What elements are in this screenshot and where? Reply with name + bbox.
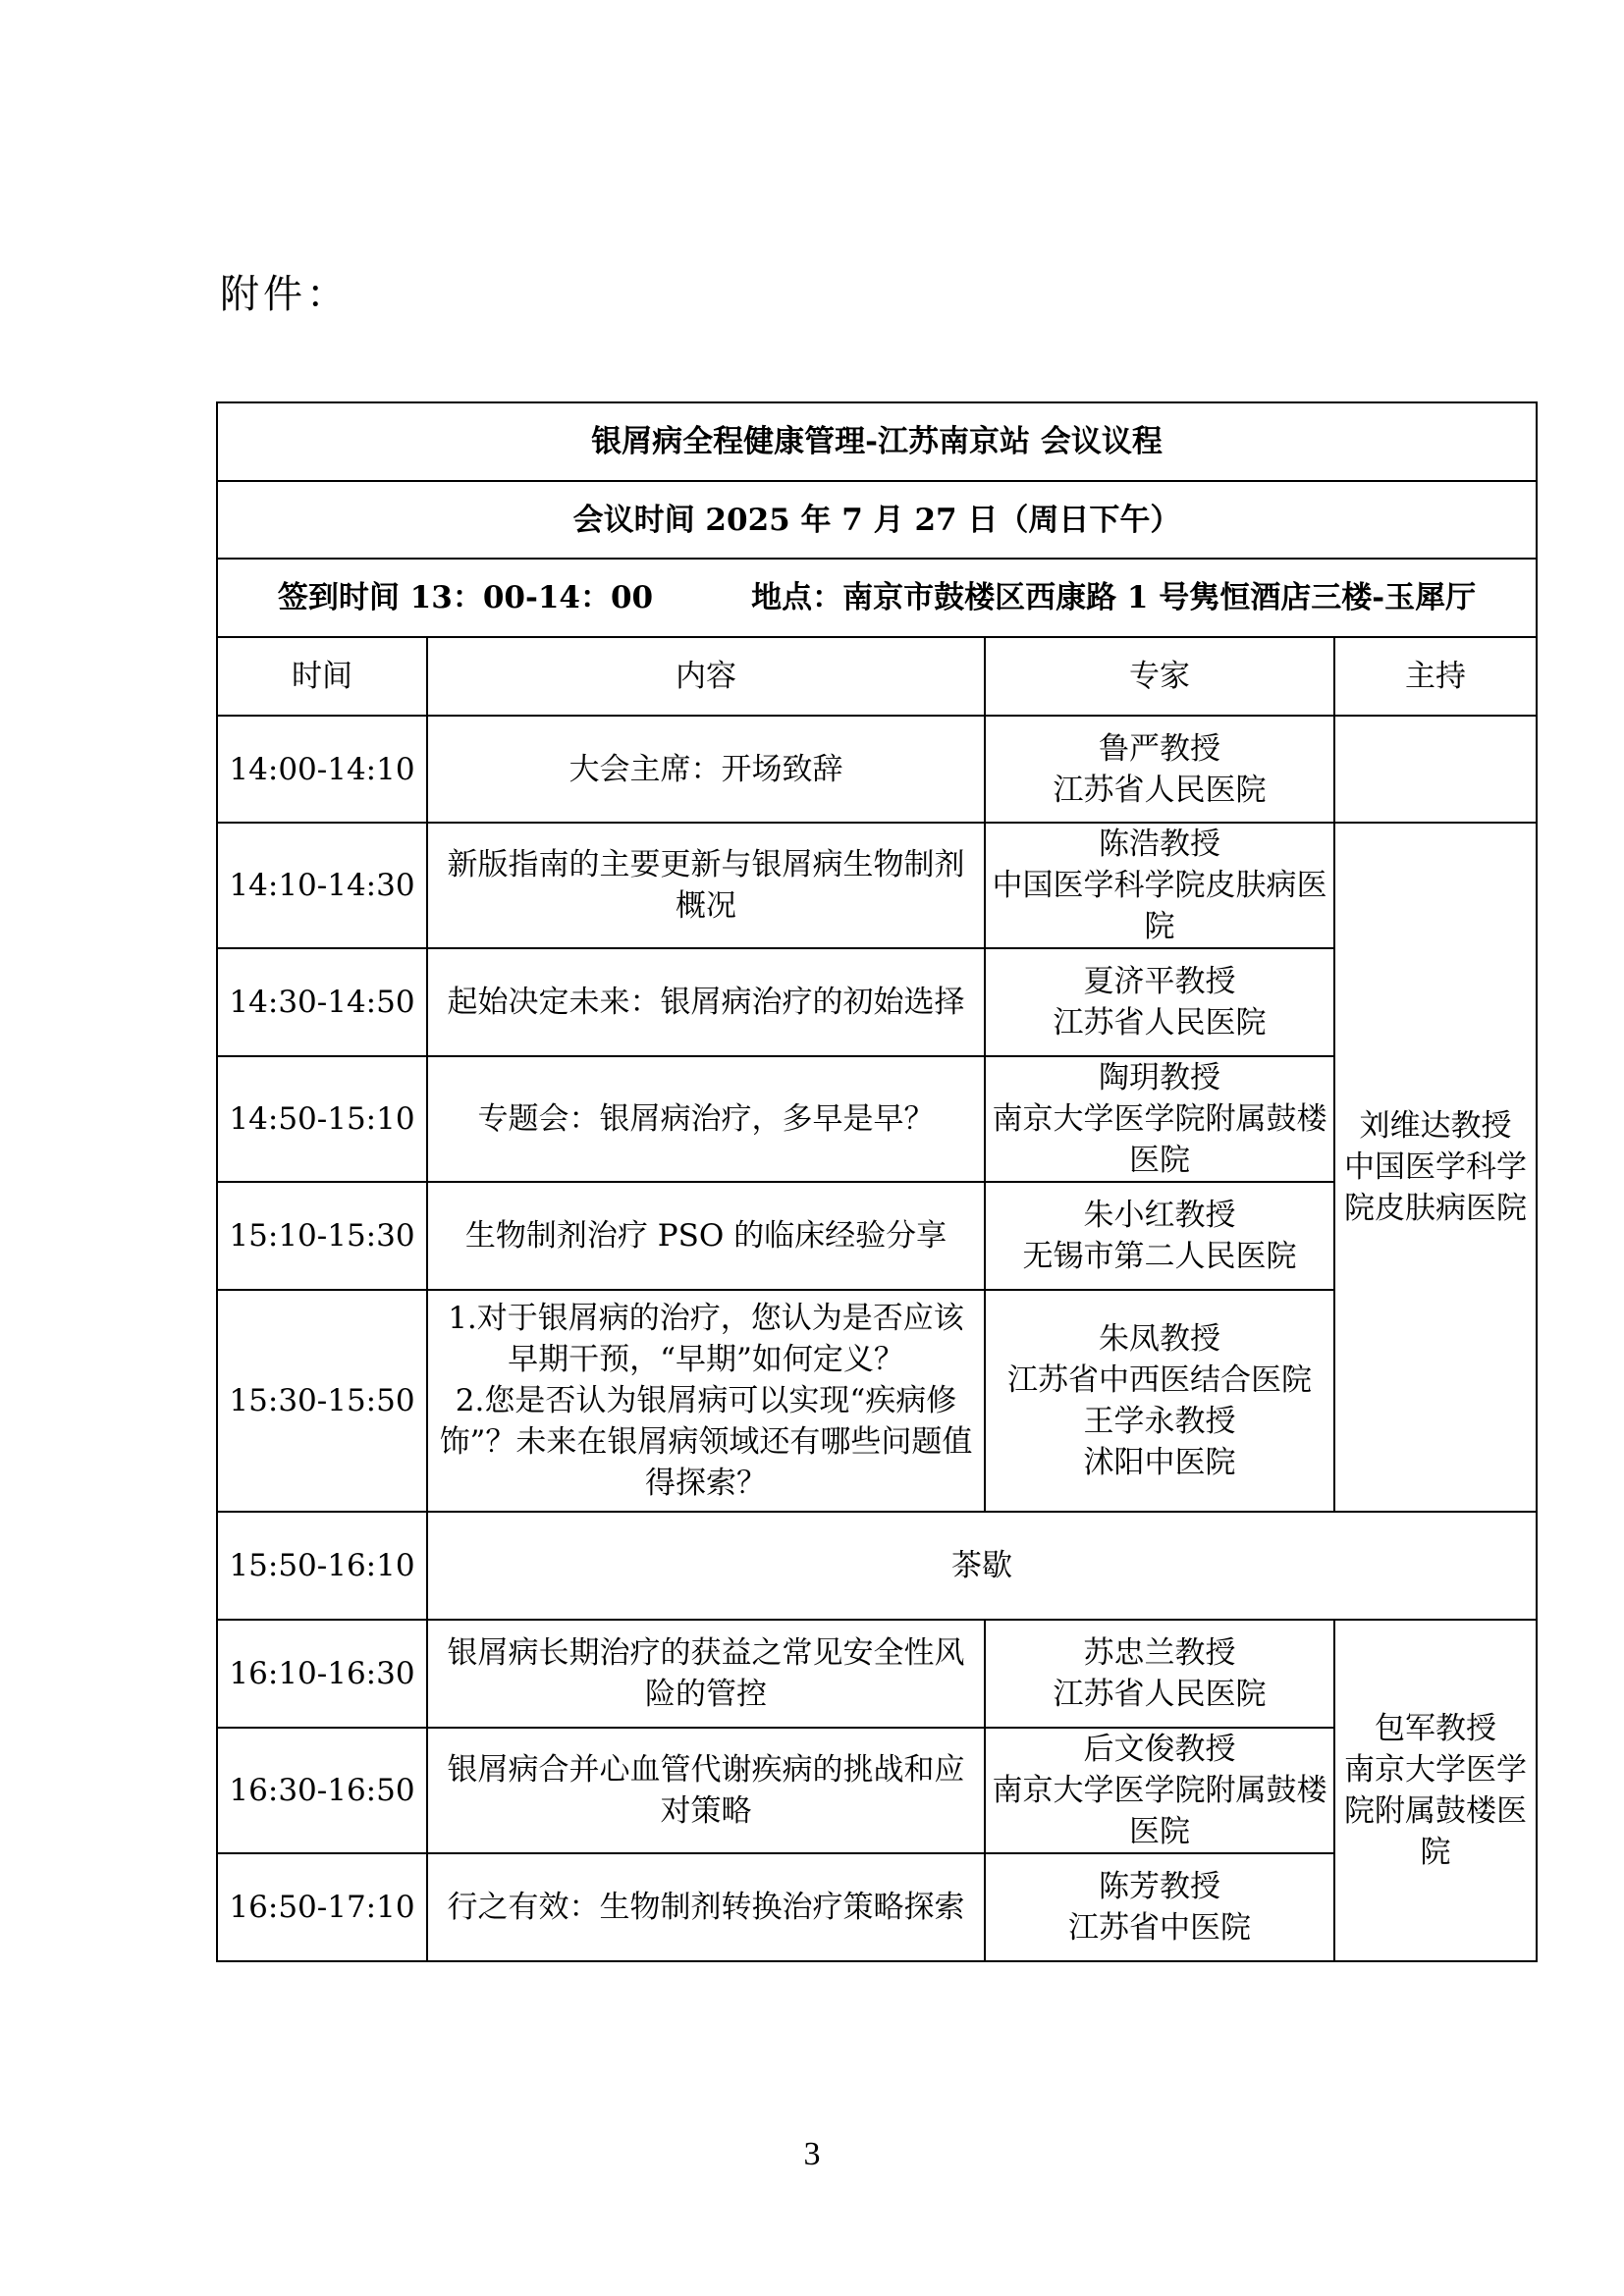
session-time: 14:10-14:30	[217, 823, 427, 948]
expert-organization: 沭阳中医院	[1083, 1445, 1236, 1480]
session-expert	[985, 716, 1334, 823]
checkin-location-row	[217, 559, 1537, 637]
session-content: 银屑病长期治疗的获益之常见安全性风险的管控	[427, 1620, 985, 1728]
session-content: 新版指南的主要更新与银屑病生物制剂概况	[427, 823, 985, 948]
session-time: 16:50-17:10	[217, 1853, 427, 1961]
meeting-time-row	[217, 481, 1537, 559]
session-content: 起始决定未来：银屑病治疗的初始选择	[427, 948, 985, 1056]
header-row	[217, 637, 1537, 716]
attachment-label: 附件：	[220, 272, 350, 317]
host-cell-1	[1334, 823, 1537, 1512]
host-organization: 中国医学科学院皮肤病医院	[1344, 1149, 1528, 1226]
session-time: 16:30-16:50	[217, 1728, 427, 1853]
table-row	[217, 1512, 1537, 1620]
session-expert	[985, 1853, 1334, 1961]
session-time: 14:00-14:10	[217, 716, 427, 823]
expert-organization: 南京大学医学院附属鼓楼医院	[992, 1773, 1327, 1849]
expert-name: 王学永教授	[1083, 1404, 1236, 1439]
discussion-question-1: 1.对于银屑病的治疗，您认为是否应该早期干预，“早期”如何定义？	[448, 1301, 964, 1377]
page-number: 3	[803, 2136, 821, 2172]
session-expert	[985, 1728, 1334, 1853]
agenda-table	[216, 401, 1538, 1962]
session-content: 专题会：银屑病治疗，多早是早？	[427, 1056, 985, 1182]
meeting-time: 会议时间 2025 年 7 月 27 日（周日下午）	[217, 481, 1537, 559]
host-name: 包军教授	[1375, 1711, 1497, 1746]
expert-organization: 南京大学医学院附属鼓楼医院	[992, 1101, 1327, 1178]
expert-name: 朱凤教授	[1099, 1321, 1220, 1357]
header-expert: 专家	[985, 637, 1334, 716]
agenda-title: 银屑病全程健康管理-江苏南京站 会议议程	[217, 402, 1537, 481]
expert-organization: 无锡市第二人民医院	[1022, 1239, 1297, 1274]
session-time: 15:10-15:30	[217, 1182, 427, 1290]
session-content: 生物制剂治疗 PSO 的临床经验分享	[427, 1182, 985, 1290]
session-expert	[985, 1290, 1334, 1512]
session-time: 15:30-15:50	[217, 1290, 427, 1512]
expert-organization: 江苏省人民医院	[1053, 1005, 1267, 1041]
host-cell-2	[1334, 1620, 1537, 1961]
table-row	[217, 716, 1537, 823]
session-time: 16:10-16:30	[217, 1620, 427, 1728]
title-row	[217, 402, 1537, 481]
venue: 地点：南京市鼓楼区西康路 1 号隽恒酒店三楼-玉犀厅	[751, 580, 1477, 615]
expert-name: 陈浩教授	[1099, 827, 1220, 862]
checkin-time: 签到时间 13：00-14：00	[277, 580, 654, 615]
expert-name: 朱小红教授	[1083, 1198, 1236, 1233]
tea-break: 茶歇	[427, 1512, 1537, 1620]
host-organization: 南京大学医学院附属鼓楼医院	[1344, 1752, 1528, 1870]
session-expert	[985, 1182, 1334, 1290]
table-row	[217, 823, 1537, 948]
expert-organization: 江苏省中西医结合医院	[1007, 1362, 1312, 1398]
session-expert	[985, 823, 1334, 948]
discussion-question-2: 2.您是否认为银屑病可以实现“疾病修饰”？未来在银屑病领域还有哪些问题值得探索？	[439, 1383, 973, 1501]
expert-name: 鲁严教授	[1099, 730, 1220, 767]
header-time: 时间	[217, 637, 427, 716]
header-content: 内容	[427, 637, 985, 716]
expert-name: 夏济平教授	[1083, 964, 1236, 999]
checkin-location-cell	[217, 559, 1537, 637]
expert-name: 陈芳教授	[1099, 1869, 1220, 1904]
session-time: 14:30-14:50	[217, 948, 427, 1056]
host-name: 刘维达教授	[1359, 1108, 1512, 1144]
header-host: 主持	[1334, 637, 1537, 716]
expert-name: 后文俊教授	[1083, 1732, 1236, 1767]
session-expert	[985, 948, 1334, 1056]
expert-name: 陶玥教授	[1099, 1060, 1220, 1095]
session-content: 行之有效：生物制剂转换治疗策略探索	[427, 1853, 985, 1961]
session-content	[427, 1290, 985, 1512]
host-empty	[1334, 716, 1537, 823]
table-row	[217, 1620, 1537, 1728]
expert-organization: 江苏省人民医院	[1053, 772, 1267, 808]
expert-organization: 江苏省中医院	[1068, 1910, 1251, 1946]
session-time: 14:50-15:10	[217, 1056, 427, 1182]
session-time: 15:50-16:10	[217, 1512, 427, 1620]
expert-organization: 江苏省人民医院	[1053, 1677, 1267, 1712]
session-content: 大会主席：开场致辞	[427, 716, 985, 823]
session-content: 银屑病合并心血管代谢疾病的挑战和应对策略	[427, 1728, 985, 1853]
expert-name: 苏忠兰教授	[1083, 1635, 1236, 1671]
expert-organization: 中国医学科学院皮肤病医院	[992, 868, 1327, 944]
session-expert	[985, 1620, 1334, 1728]
session-expert	[985, 1056, 1334, 1182]
